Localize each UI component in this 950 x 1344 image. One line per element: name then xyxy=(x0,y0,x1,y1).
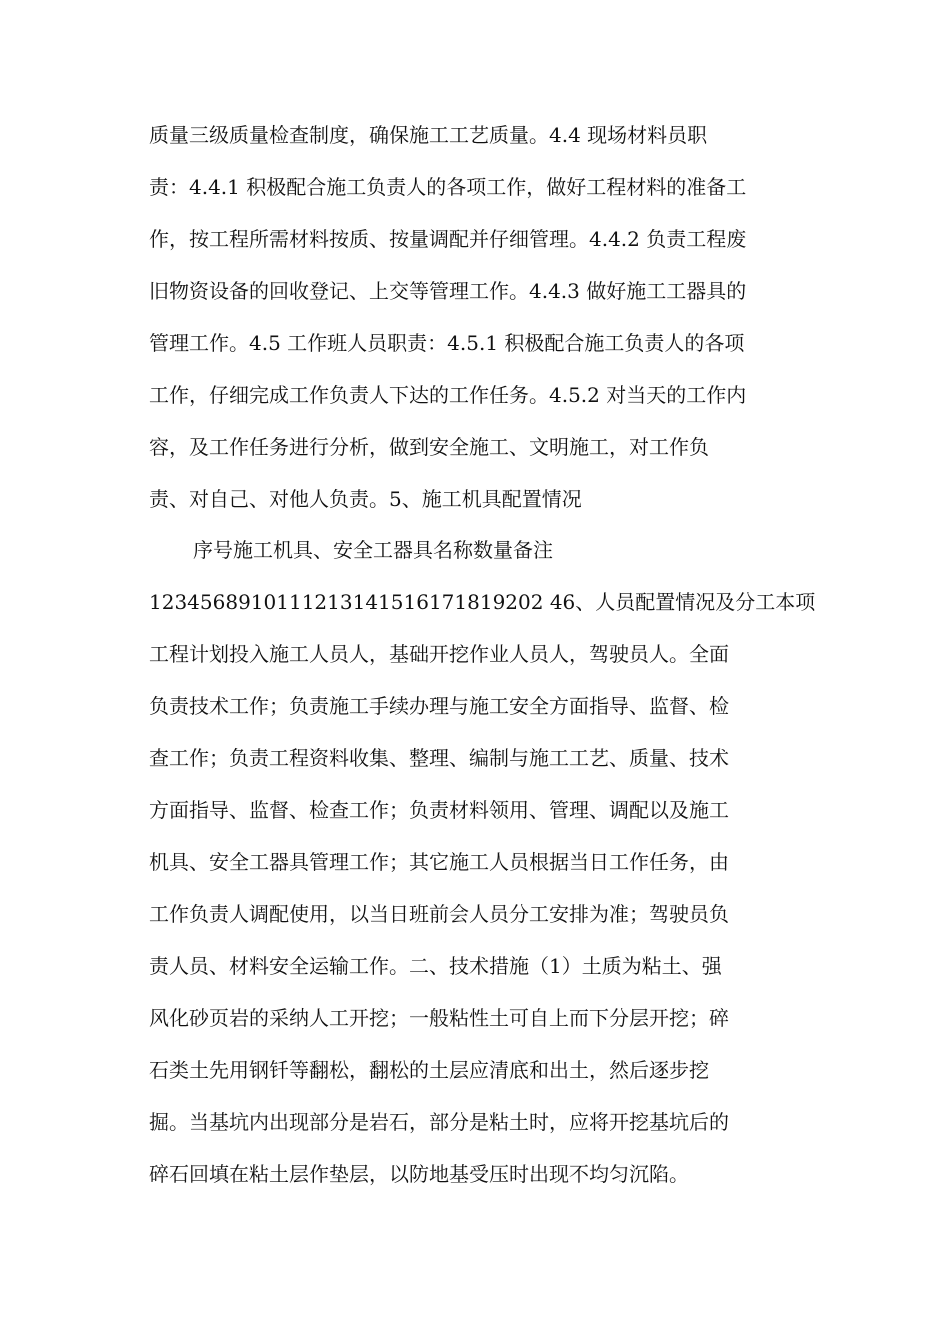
body-line-11: 工程计划投入施工人员人，基础开挖作业人员人，驾驶员人。全面 xyxy=(149,642,729,666)
body-line-16: 工作负责人调配使用，以当日班前会人员分工安排为准；驾驶员负 xyxy=(149,902,729,926)
body-line-20: 掘。当基坑内出现部分是岩石，部分是粘土时，应将开挖基坑后的 xyxy=(149,1110,729,1134)
body-line-1: 质量三级质量检查制度，确保施工工艺质量。4.4 现场材料员职 xyxy=(149,123,708,147)
body-line-21: 碎石回填在粘土层作垫层，以防地基受压时出现不均匀沉陷。 xyxy=(149,1162,689,1186)
body-line-9: 序号施工机具、安全工器具名称数量备注 xyxy=(193,538,553,562)
body-line-17: 责人员、材料安全运输工作。二、技术措施（1）土质为粘土、强 xyxy=(149,954,722,978)
body-line-4: 旧物资设备的回收登记、上交等管理工作。4.4.3 做好施工工器具的 xyxy=(149,279,747,303)
body-line-13: 查工作；负责工程资料收集、整理、编制与施工工艺、质量、技术 xyxy=(149,746,729,770)
body-line-15: 机具、安全工器具管理工作；其它施工人员根据当日工作任务，由 xyxy=(149,850,729,874)
body-line-8: 责、对自己、对他人负责。5、施工机具配置情况 xyxy=(149,487,582,511)
body-line-10: 1234568910111213141516171819202 46、人员配置情况及分工本项 xyxy=(149,590,816,614)
body-line-18: 风化砂页岩的采纳人工开挖；一般粘性土可自上而下分层开挖；碎 xyxy=(149,1006,729,1030)
body-line-3: 作，按工程所需材料按质、按量调配并仔细管理。4.4.2 负责工程废 xyxy=(149,227,747,251)
body-line-7: 容，及工作任务进行分析，做到安全施工、文明施工，对工作负 xyxy=(149,435,709,459)
body-line-2: 责：4.4.1 积极配合施工负责人的各项工作，做好工程材料的准备工 xyxy=(149,175,747,199)
body-line-14: 方面指导、监督、检查工作；负责材料领用、管理、调配以及施工 xyxy=(149,798,729,822)
body-line-19: 石类土先用钢钎等翻松，翻松的土层应清底和出土，然后逐步挖 xyxy=(149,1058,709,1082)
body-line-6: 工作，仔细完成工作负责人下达的工作任务。4.5.2 对当天的工作内 xyxy=(149,383,747,407)
body-line-5: 管理工作。4.5 工作班人员职责：4.5.1 积极配合施工负责人的各项 xyxy=(149,331,745,355)
body-line-12: 负责技术工作；负责施工手续办理与施工安全方面指导、监督、检 xyxy=(149,694,729,718)
